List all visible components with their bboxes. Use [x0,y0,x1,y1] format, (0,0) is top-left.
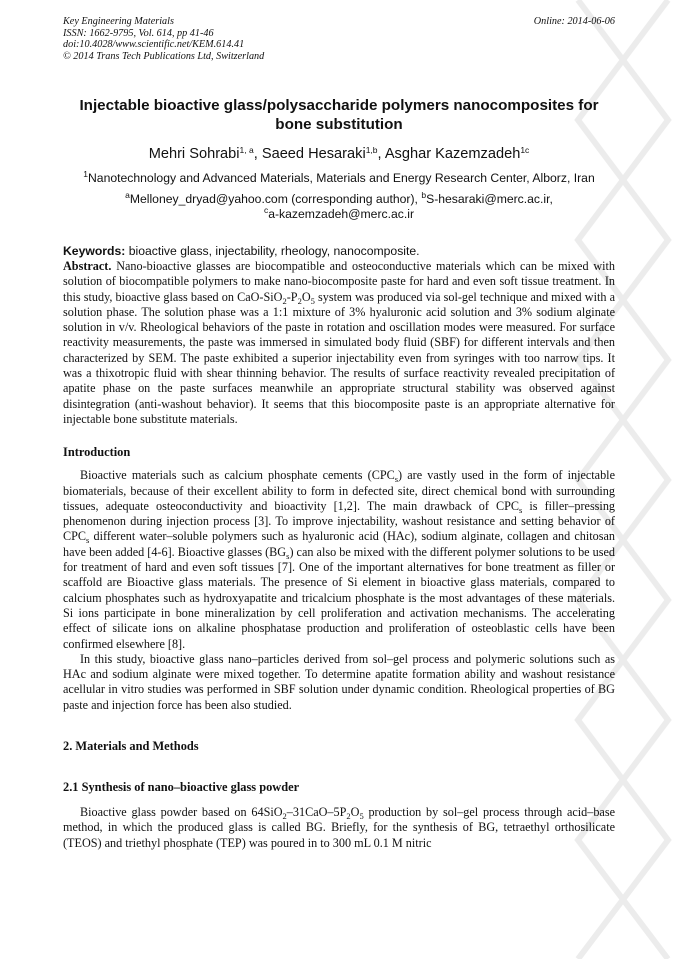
paper-title [63,96,615,134]
keywords [63,244,615,259]
journal-metadata [63,16,615,64]
paragraph-text: different water–soluble polymers such as hyaluronic acid (HAc), sodium alginate, collagen and chitosan have been added [4-6]. Bioactive glasses (BG [63,529,615,559]
paragraph-text: Bioactive materials such as calcium phosphate cements (CPC [80,468,395,483]
abstract-text: -P [286,289,298,304]
subscript: 2 [297,295,302,306]
paragraph-text: ) can also be mixed with the different polymer solutions to be used for treatment of hard and even soft tissues [7]. One of the important alternatives for bone treatment as filler or scaffold are Bioactive glass materials. The presence of Si element in bioactive glass materials, compared to calcium phosphates such as hydroxyapatite and tricalcium phosphate is the most advantages of these materials. Si ions participate in bone mineralization by cell proliferation and activation mechanisms. The accelerating effect of silicate ions on alkaline phosphatase production and proliferation of osteoblastic cells have been confirmed elsewhere [8]. [63,544,615,651]
author-superscript: 1,b [365,145,378,155]
section-heading-introduction: Introduction [63,445,131,460]
email-c: a-kazemzadeh@merc.ac.ir [268,207,415,221]
email-b: S-hesaraki@merc.ac.ir, [426,192,553,206]
affiliation-superscript: 1 [83,169,88,179]
email-superscript: c [263,205,269,215]
email-superscript: a [125,190,130,200]
section-heading-methods: 2. Materials and Methods [63,739,199,754]
subscript: 5 [310,295,315,306]
paragraph-text: is filler–pressing phenomenon during injection process [3]. To improve injectability, washout resistance and setting behavior of CPC [63,498,616,544]
subscript: s [286,550,290,561]
affiliation-text: Nanotechnology and Advanced Materials, Materials and Energy Research Center, Alborz, Iran [87,171,595,185]
doi-line: doi:10.4028/www.scientific.net/KEM.614.41 [63,39,245,50]
abstract [63,259,615,427]
paragraph-text: ) are vastly used in the form of injectable biomaterials, because of their excellent ability to form in defected site, direct chemical bond with surrounding tissues, adequate osteoconductivity and bioactivity [1,2]. The main drawback of CPC [63,468,615,513]
subscript: 2 [346,811,351,822]
title-line-2: bone substitution [275,116,403,133]
intro-paragraph-1 [63,468,615,652]
online-date: Online: 2014-06-06 [533,16,615,27]
abstract-text: system was produced via sol-gel technique and mixed with a solution phase. The solution phase was a 1:1 mixture of 3% hyaluronic acid solution and 3% sodium alginate solution in v/v. Rheological behaviors of the paste in rotation and oscillation modes were measured. For surface reactivity measurements, the paste was immersed in simulated body fluid (SBF) for different intervals and then characterized by SEM. The paste exhibited a superior injectability even from syringes with too narrow tips. It was a thixotropic fluid with shear thinning behavior. The results of surface reactivity revealed precipitation of apatite phase on the paste surfaces meanwhile an appropriate structural stability was observed against disintegration (anti-washout behavior). It seems that this biocomposite paste is an appropriate alternative for injectable bone substitute materials. [63,289,615,426]
subscript: s [519,504,523,515]
paragraph-text: production by sol–gel process through acid–base method, in which the produced glass is called BG. Briefly, for the synthesis of BG, tetraethyl orthosilicate (TEOS) and triethyl phosphate (TEP) was poured in to 300 mL 0.1 M nitric [63,805,615,850]
affiliation [63,171,615,186]
author-name: Asghar Kazemzadeh [384,146,521,162]
copyright-line: © 2014 Trans Tech Publications Ltd, Switzerland [63,50,265,62]
abstract-text: O [301,289,311,304]
subscript: s [86,535,90,546]
methods-paragraph-1 [63,805,615,851]
issn-line: ISSN: 1662-9795, Vol. 614, pp 41-46 [63,27,214,39]
abstract-label: Abstract. [63,259,112,273]
title-line-1: Injectable bioactive glass/polysaccharide polymers nanocomposites for [79,97,599,114]
keywords-label: Keywords: [63,244,126,258]
paragraph-text: Bioactive glass powder based on 64SiO [80,805,283,820]
subscript: 2 [282,295,287,306]
author-superscript: 1, a [239,145,254,155]
paragraph-text: –31CaO–5P [286,805,347,820]
author-name: Mehri Sohrabi [148,146,240,162]
intro-paragraph-2: In this study, bioactive glass nano–particles derived from sol–gel process and polymeric solutions such as HAc and sodium alginate were mixed together. To determine apatite formation ability and washout resistance acellular in vitro studies was performed in SBF solution under dynamic condition. Rheological properties of BG paste and injection force has been also studied. [63,651,615,712]
journal-name: Key Engineering Materials [63,16,174,27]
email-a: Melloney_dryad@yahoo.com (corresponding author), [129,192,418,206]
keywords-text: bioactive glass, injectability, rheology, nanocomposite. [128,244,420,258]
abstract-text: Nano-bioactive glasses are biocompatible and osteoconductive materials which can be mixed with solution of biocompatible polymers to make nano-biocomposite paste for hard and even soft tissue treatment. In this study, bioactive glass based on CaO-SiO [63,259,615,304]
author-name: Saeed Hesaraki [261,146,366,162]
subsection-heading-synthesis: 2.1 Synthesis of nano–bioactive glass powder [63,780,300,795]
subscript: 5 [359,811,364,822]
author-superscript: 1c [520,145,530,155]
email-list [63,192,615,222]
subscript: s [394,474,399,485]
email-superscript: b [421,190,427,200]
author-list: Mehri Sohrabi$^{1, a}$, Saeed Hesaraki$^{1,b}$, Asghar Kazemzadeh$^{1c}$ [148,145,530,162]
subscript: 2 [282,811,287,822]
paragraph-text: O [350,805,360,820]
